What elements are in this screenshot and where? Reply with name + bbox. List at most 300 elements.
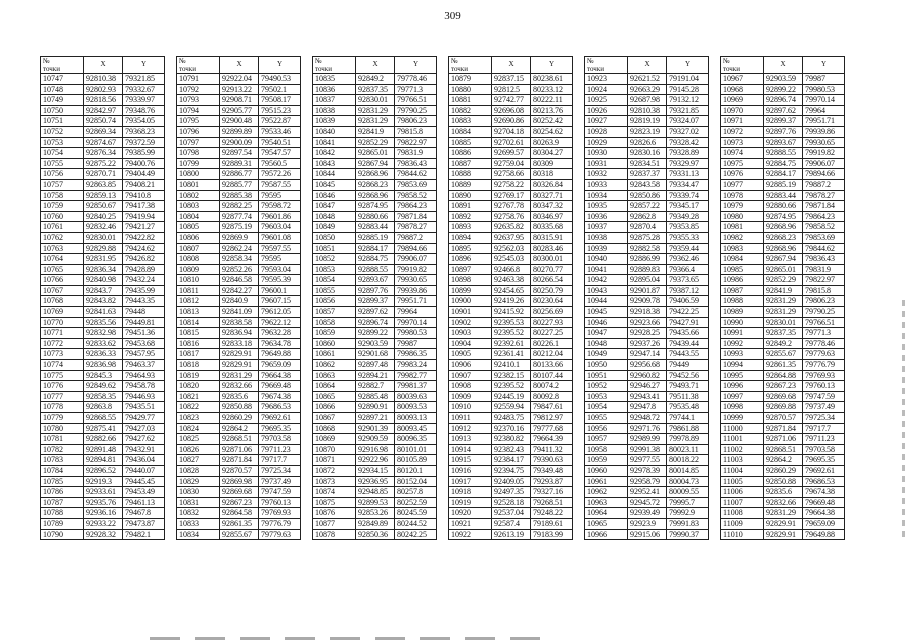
point-number-cell: 10920 — [449, 508, 492, 519]
y-coordinate-cell: 79692.61 — [259, 413, 301, 424]
x-coordinate-cell: 92860.29 — [764, 465, 803, 476]
table-row — [41, 465, 165, 476]
point-header-top: № — [315, 57, 322, 65]
table-row — [41, 116, 165, 127]
point-number-cell: 11008 — [721, 508, 764, 519]
table-row — [449, 126, 573, 137]
table-row — [721, 508, 845, 519]
point-number-cell: 10953 — [585, 391, 628, 402]
table-row — [313, 243, 437, 254]
x-coordinate-cell: 92497.35 — [492, 487, 531, 498]
x-coordinate-cell: 92850.67 — [84, 201, 123, 212]
y-coordinate-cell: 80256.69 — [531, 307, 573, 318]
point-number-cell: 10992 — [721, 338, 764, 349]
y-coordinate-cell: 79400.76 — [123, 158, 165, 169]
point-number-cell: 10870 — [313, 444, 356, 455]
y-coordinate-cell: 80023.11 — [667, 444, 709, 455]
y-coordinate-cell: 79595 — [259, 190, 301, 201]
table-row — [313, 158, 437, 169]
y-coordinate-cell: 79334.47 — [667, 179, 709, 190]
x-coordinate-cell: 92918.38 — [628, 307, 667, 318]
y-coordinate-cell: 80004.73 — [667, 476, 709, 487]
y-coordinate-cell: 79595.39 — [259, 275, 301, 286]
table-row — [449, 497, 573, 508]
coordinate-tables — [40, 56, 845, 540]
table-row — [177, 338, 301, 349]
x-coordinate-cell: 92823.19 — [628, 126, 667, 137]
y-coordinate-cell: 79449.81 — [123, 317, 165, 328]
y-coordinate-cell: 80250.79 — [531, 285, 573, 296]
y-coordinate-cell: 79339.74 — [667, 190, 709, 201]
y-coordinate-cell: 79930.65 — [803, 137, 845, 148]
table-row — [41, 423, 165, 434]
table-row — [721, 222, 845, 233]
point-number-cell: 10982 — [721, 232, 764, 243]
table-row — [41, 349, 165, 360]
point-number-cell: 10973 — [721, 137, 764, 148]
x-coordinate-cell: 92922.96 — [356, 455, 395, 466]
table-row — [41, 105, 165, 116]
table-row — [585, 497, 709, 508]
point-number-cell: 10772 — [41, 338, 84, 349]
point-number-cell: 10847 — [313, 201, 356, 212]
y-coordinate-cell: 79390.63 — [531, 455, 573, 466]
table-row — [721, 285, 845, 296]
table-row — [313, 296, 437, 307]
x-header: X — [356, 57, 395, 74]
point-number-cell: 10820 — [177, 381, 220, 392]
y-coordinate-cell: 79964 — [395, 307, 437, 318]
y-coordinate-cell: 80254.62 — [531, 126, 573, 137]
table-row — [585, 84, 709, 95]
y-coordinate-cell: 79354.05 — [123, 116, 165, 127]
y-coordinate-cell: 79812.97 — [531, 413, 573, 424]
y-coordinate-cell: 79987 — [803, 74, 845, 85]
x-coordinate-cell: 92370.16 — [492, 423, 531, 434]
y-coordinate-cell: 79132.12 — [667, 95, 709, 106]
x-coordinate-cell: 92861.35 — [220, 518, 259, 529]
y-coordinate-cell: 80233.12 — [531, 84, 573, 95]
x-coordinate-cell: 92863.85 — [84, 179, 123, 190]
table-row — [177, 126, 301, 137]
x-coordinate-cell: 92699.57 — [492, 148, 531, 159]
table-row — [585, 243, 709, 254]
table-row — [41, 360, 165, 371]
table-row — [41, 169, 165, 180]
x-coordinate-cell: 92923.66 — [628, 317, 667, 328]
table-row — [449, 211, 573, 222]
x-coordinate-cell: 92913.22 — [220, 84, 259, 95]
x-coordinate-cell: 92882.25 — [220, 201, 259, 212]
x-coordinate-cell: 92867.94 — [356, 158, 395, 169]
point-number-cell: 10759 — [41, 201, 84, 212]
point-number-cell: 10899 — [449, 285, 492, 296]
x-coordinate-cell: 92888.55 — [356, 264, 395, 275]
table-row — [177, 508, 301, 519]
x-coordinate-cell: 92831.29 — [356, 116, 395, 127]
x-coordinate-cell: 92868.51 — [764, 444, 803, 455]
x-coordinate-cell: 92831.29 — [220, 370, 259, 381]
point-header-bottom: точки — [179, 65, 196, 73]
table-row — [449, 508, 573, 519]
point-number-cell: 10825 — [177, 434, 220, 445]
x-coordinate-cell: 92830.16 — [628, 148, 667, 159]
table-row — [585, 105, 709, 116]
y-coordinate-cell: 79951.71 — [803, 116, 845, 127]
x-coordinate-cell: 92690.86 — [492, 116, 531, 127]
y-coordinate-cell: 79995.7 — [667, 497, 709, 508]
point-number-cell: 10860 — [313, 338, 356, 349]
point-number-cell: 10843 — [313, 158, 356, 169]
y-coordinate-cell: 79248.22 — [531, 508, 573, 519]
x-coordinate-cell: 92936.16 — [84, 508, 123, 519]
x-coordinate-cell: 92886.77 — [220, 169, 259, 180]
x-coordinate-cell: 92868.96 — [764, 222, 803, 233]
table-row — [177, 222, 301, 233]
x-coordinate-cell: 92867.23 — [764, 381, 803, 392]
point-number-cell: 10907 — [449, 370, 492, 381]
y-coordinate-cell: 79858.52 — [803, 222, 845, 233]
x-coordinate-cell: 92637.95 — [492, 232, 531, 243]
y-coordinate-cell: 79482.1 — [123, 529, 165, 540]
x-coordinate-cell: 92832.66 — [764, 497, 803, 508]
table-row — [41, 74, 165, 85]
table-row — [585, 222, 709, 233]
x-coordinate-cell: 92876.34 — [84, 148, 123, 159]
table-row — [449, 158, 573, 169]
y-coordinate-cell: 79844.62 — [395, 169, 437, 180]
x-coordinate-cell: 92759.04 — [492, 158, 531, 169]
y-coordinate-cell: 80074.2 — [531, 381, 573, 392]
table-row — [721, 360, 845, 371]
x-header: X — [764, 57, 803, 74]
x-coordinate-cell: 92409.05 — [492, 476, 531, 487]
table-row — [721, 455, 845, 466]
x-coordinate-cell: 92877.74 — [220, 211, 259, 222]
x-coordinate-cell: 92900.48 — [220, 116, 259, 127]
x-coordinate-cell: 92885.19 — [764, 179, 803, 190]
table-row — [585, 275, 709, 286]
table-row — [313, 381, 437, 392]
x-coordinate-cell: 92463.38 — [492, 275, 531, 286]
point-number-cell: 10814 — [177, 317, 220, 328]
y-header: Y — [667, 57, 709, 74]
y-coordinate-cell: 79600.1 — [259, 285, 301, 296]
y-coordinate-cell: 79328.42 — [667, 137, 709, 148]
x-coordinate-cell: 92528.18 — [492, 497, 531, 508]
x-coordinate-cell: 92971.76 — [628, 423, 667, 434]
x-coordinate-cell: 92875.22 — [84, 158, 123, 169]
table-row — [177, 243, 301, 254]
table-row — [41, 126, 165, 137]
point-number-cell: 10821 — [177, 391, 220, 402]
y-coordinate-cell: 79871.84 — [395, 211, 437, 222]
y-coordinate-cell: 80283.46 — [531, 243, 573, 254]
table-row — [721, 95, 845, 106]
point-number-cell: 10950 — [585, 360, 628, 371]
point-number-cell: 10851 — [313, 243, 356, 254]
x-coordinate-cell: 92903.59 — [764, 74, 803, 85]
x-coordinate-cell: 92850.74 — [84, 116, 123, 127]
point-number-cell: 10940 — [585, 254, 628, 265]
table-header-row — [41, 57, 165, 74]
y-coordinate-cell: 79321.85 — [667, 105, 709, 116]
x-coordinate-cell: 92871.84 — [764, 423, 803, 434]
y-coordinate-cell: 79432.24 — [123, 275, 165, 286]
x-coordinate-cell: 92829.91 — [764, 518, 803, 529]
point-number-cell: 10777 — [41, 391, 84, 402]
x-coordinate-cell: 92829.91 — [764, 529, 803, 540]
x-coordinate-cell: 92869.34 — [84, 126, 123, 137]
point-number-cell: 10966 — [585, 529, 628, 540]
table-row — [585, 211, 709, 222]
x-coordinate-cell: 92833.62 — [84, 338, 123, 349]
coordinate-table — [176, 56, 301, 540]
y-coordinate-cell: 80252.42 — [531, 116, 573, 127]
y-coordinate-cell: 79268.51 — [531, 497, 573, 508]
y-coordinate-cell: 79191.04 — [667, 74, 709, 85]
point-number-cell: 11001 — [721, 434, 764, 445]
y-coordinate-cell: 79372.59 — [123, 137, 165, 148]
table-row — [449, 137, 573, 148]
point-number-cell: 10808 — [177, 254, 220, 265]
y-coordinate-cell: 79632.28 — [259, 328, 301, 339]
point-number-cell: 10763 — [41, 243, 84, 254]
y-coordinate-cell: 79427.62 — [123, 434, 165, 445]
point-number-cell: 10876 — [313, 508, 356, 519]
table-row — [313, 307, 437, 318]
x-coordinate-cell: 92832.98 — [84, 328, 123, 339]
point-number-cell: 11010 — [721, 529, 764, 540]
point-number-cell: 10947 — [585, 328, 628, 339]
table-row — [313, 232, 437, 243]
point-number-cell: 10807 — [177, 243, 220, 254]
y-coordinate-cell: 79622.12 — [259, 317, 301, 328]
x-coordinate-cell: 92901.39 — [356, 423, 395, 434]
y-coordinate-cell: 79887.2 — [803, 179, 845, 190]
table-row — [449, 95, 573, 106]
x-coordinate-cell: 92885.77 — [220, 179, 259, 190]
point-number-cell: 10978 — [721, 190, 764, 201]
point-number-cell: 10957 — [585, 434, 628, 445]
y-coordinate-cell: 80242.25 — [395, 529, 437, 540]
table-row — [449, 148, 573, 159]
y-coordinate-cell: 79533.46 — [259, 126, 301, 137]
point-number-cell: 10867 — [313, 413, 356, 424]
point-number-cell: 10810 — [177, 275, 220, 286]
table-row — [721, 158, 845, 169]
table-row — [721, 264, 845, 275]
table-row — [721, 116, 845, 127]
x-coordinate-cell: 92882.7 — [356, 381, 395, 392]
point-number-cell: 10762 — [41, 232, 84, 243]
x-coordinate-cell: 92394.75 — [492, 465, 531, 476]
coordinate-table — [312, 56, 437, 540]
table-row — [41, 307, 165, 318]
y-coordinate-cell: 80213.76 — [531, 105, 573, 116]
y-coordinate-cell: 80270.77 — [531, 264, 573, 275]
point-number-cell: 10875 — [313, 497, 356, 508]
table-row — [177, 413, 301, 424]
y-coordinate-cell: 79703.58 — [259, 434, 301, 445]
table-row — [449, 338, 573, 349]
table-row — [41, 391, 165, 402]
x-coordinate-cell: 92884.75 — [764, 158, 803, 169]
x-coordinate-cell: 92916.98 — [356, 444, 395, 455]
y-coordinate-cell: 80222.11 — [531, 95, 573, 106]
point-number-cell: 10832 — [177, 508, 220, 519]
y-coordinate-cell: 79778.46 — [395, 74, 437, 85]
table-row — [585, 413, 709, 424]
y-coordinate-cell: 79324.07 — [667, 116, 709, 127]
y-header: Y — [395, 57, 437, 74]
point-number-cell: 10835 — [313, 74, 356, 85]
y-coordinate-cell: 79981.37 — [395, 381, 437, 392]
point-number-cell: 10752 — [41, 126, 84, 137]
point-number-cell: 10930 — [585, 148, 628, 159]
table-row — [585, 338, 709, 349]
x-coordinate-cell: 92948.85 — [356, 487, 395, 498]
y-header: Y — [531, 57, 573, 74]
y-coordinate-cell: 79436.04 — [123, 455, 165, 466]
point-number-cell: 10794 — [177, 105, 220, 116]
point-number-cell: 10910 — [449, 402, 492, 413]
table-row — [313, 370, 437, 381]
y-coordinate-cell: 79467.8 — [123, 508, 165, 519]
point-number-cell: 10834 — [177, 529, 220, 540]
y-coordinate-cell: 80018.22 — [667, 455, 709, 466]
table-row — [721, 148, 845, 159]
point-number-cell: 10868 — [313, 423, 356, 434]
table-row — [313, 264, 437, 275]
x-coordinate-cell: 92900.09 — [220, 137, 259, 148]
y-coordinate-cell: 79349.28 — [667, 211, 709, 222]
table-header-row — [313, 57, 437, 74]
y-coordinate-cell: 79806.23 — [803, 296, 845, 307]
table-row — [449, 254, 573, 265]
point-number-cell: 10944 — [585, 296, 628, 307]
x-coordinate-cell: 92852.26 — [220, 264, 259, 275]
table-row — [313, 211, 437, 222]
point-number-cell: 10841 — [313, 137, 356, 148]
y-coordinate-cell: 79443.55 — [667, 349, 709, 360]
point-number-cell: 10941 — [585, 264, 628, 275]
y-coordinate-cell: 79328.89 — [667, 148, 709, 159]
y-coordinate-cell: 79861.88 — [667, 423, 709, 434]
table-row — [177, 402, 301, 413]
x-header: X — [628, 57, 667, 74]
table-row — [177, 84, 301, 95]
x-coordinate-cell: 92831.29 — [764, 508, 803, 519]
x-coordinate-cell: 92818.56 — [84, 95, 123, 106]
x-coordinate-cell: 92829.88 — [84, 243, 123, 254]
y-coordinate-cell: 80014.85 — [667, 465, 709, 476]
x-coordinate-cell: 92952.41 — [628, 487, 667, 498]
y-coordinate-cell: 79986.35 — [395, 349, 437, 360]
point-number-cell: 10955 — [585, 413, 628, 424]
x-coordinate-cell: 92863.8 — [84, 402, 123, 413]
x-coordinate-cell: 92836.34 — [84, 264, 123, 275]
point-number-cell: 10784 — [41, 465, 84, 476]
x-coordinate-cell: 92885.38 — [220, 190, 259, 201]
point-number-cell: 10827 — [177, 455, 220, 466]
x-coordinate-cell: 92840.9 — [220, 296, 259, 307]
y-coordinate-cell: 79894.66 — [803, 169, 845, 180]
table-row — [177, 444, 301, 455]
point-number-cell: 10993 — [721, 349, 764, 360]
table-row — [449, 465, 573, 476]
table-row — [585, 158, 709, 169]
y-coordinate-cell: 79669.48 — [259, 381, 301, 392]
coordinate-table — [584, 56, 709, 540]
table-row — [585, 465, 709, 476]
y-coordinate-cell: 79422.82 — [123, 232, 165, 243]
x-coordinate-cell: 92897.62 — [764, 105, 803, 116]
y-coordinate-cell: 79674.38 — [259, 391, 301, 402]
point-number-cell: 10896 — [449, 254, 492, 265]
table-row — [313, 137, 437, 148]
y-coordinate-cell: 79980.53 — [803, 84, 845, 95]
y-coordinate-cell: 79522.87 — [259, 116, 301, 127]
x-coordinate-cell: 92934.15 — [356, 465, 395, 476]
y-coordinate-cell: 79464.93 — [123, 370, 165, 381]
point-number-cell: 10748 — [41, 84, 84, 95]
point-number-cell: 10757 — [41, 179, 84, 190]
x-coordinate-cell: 92884.17 — [764, 169, 803, 180]
x-coordinate-cell: 92855.67 — [220, 529, 259, 540]
point-number-cell: 10894 — [449, 232, 492, 243]
y-coordinate-cell: 80252.59 — [395, 497, 437, 508]
table-row — [41, 285, 165, 296]
y-coordinate-cell: 79612.05 — [259, 307, 301, 318]
point-number-cell: 10902 — [449, 317, 492, 328]
table-row — [721, 296, 845, 307]
point-number-cell: 10802 — [177, 190, 220, 201]
x-coordinate-cell: 92874.67 — [84, 137, 123, 148]
table-row — [585, 137, 709, 148]
x-coordinate-cell: 92812.5 — [492, 84, 531, 95]
point-number-cell: 10980 — [721, 211, 764, 222]
table-row — [449, 455, 573, 466]
x-coordinate-cell: 92860.29 — [220, 413, 259, 424]
point-number-cell: 10884 — [449, 126, 492, 137]
x-coordinate-cell: 92874.95 — [764, 211, 803, 222]
y-coordinate-cell: 79424.62 — [123, 243, 165, 254]
point-number-cell: 10929 — [585, 137, 628, 148]
table-row — [721, 349, 845, 360]
y-coordinate-cell: 79473.87 — [123, 518, 165, 529]
table-row — [721, 179, 845, 190]
x-header: X — [492, 57, 531, 74]
point-header-top: № — [179, 57, 186, 65]
table-row — [449, 349, 573, 360]
x-coordinate-cell: 92696.08 — [492, 105, 531, 116]
y-coordinate-cell: 79766.51 — [395, 95, 437, 106]
y-coordinate-cell: 79836.43 — [803, 254, 845, 265]
y-coordinate-cell: 80039.63 — [395, 391, 437, 402]
point-number-cell: 10830 — [177, 487, 220, 498]
table-row — [313, 338, 437, 349]
y-coordinate-cell: 79422.25 — [667, 307, 709, 318]
point-number-cell: 10939 — [585, 243, 628, 254]
x-coordinate-cell: 92831.29 — [764, 296, 803, 307]
y-coordinate-cell: 80120.1 — [395, 465, 437, 476]
point-number-cell: 10800 — [177, 169, 220, 180]
x-coordinate-cell: 92742.77 — [492, 95, 531, 106]
table-header-row — [177, 57, 301, 74]
y-coordinate-cell: 79769.93 — [803, 370, 845, 381]
x-coordinate-cell: 92869.88 — [764, 402, 803, 413]
